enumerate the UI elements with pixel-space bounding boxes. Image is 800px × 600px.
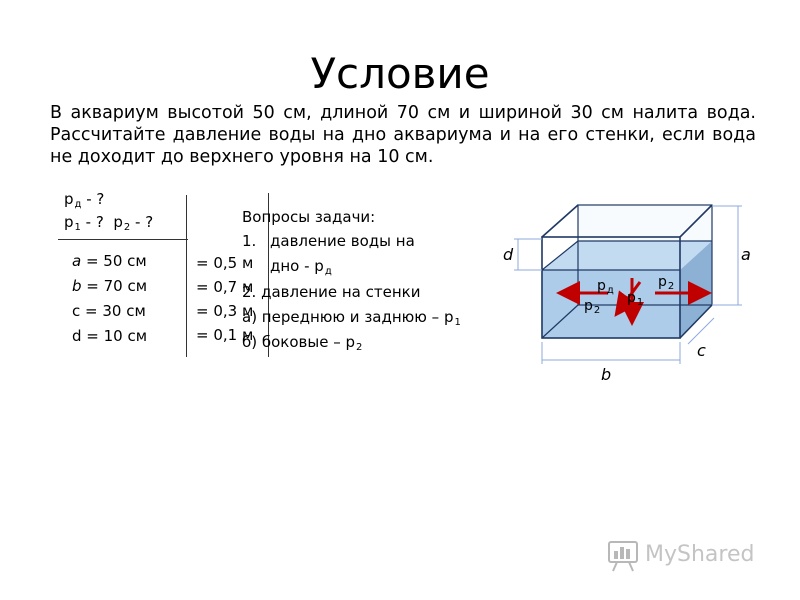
question-1-line-a: давление воды на [270,232,415,250]
label-d: d [503,245,514,264]
question-1-num: 1. [242,232,257,250]
given-c-value: = 30 см [80,302,146,320]
watermark [605,536,765,576]
problem-text: В аквариум высотой 50 см, длиной 70 см и шириной 30 см налита вода. Рассчитайте давление воды на дно аквариума и на его стенки, если вода не доходит до верхнего уровня на 10 см. [50,103,756,167]
slide-title: Условие [310,49,490,98]
label-p1-sub: 1 [636,297,644,308]
question-1-b-text: дно - р [270,257,324,275]
find-p1-letter: p [64,213,74,231]
label-p1 [627,289,643,312]
si-a: = 0,5 м [196,254,254,272]
glass-back-upper [578,205,712,241]
find-p1-sub: 1 [74,222,81,233]
label-p2-left [584,297,600,320]
given-a-var: a [72,252,82,270]
presentation-icon [605,538,645,574]
find-p2-sub: 2 [123,222,131,233]
watermark-text: MyShared [645,542,755,567]
si-d: = 0,1 м [196,326,254,344]
given-c-var: c [72,302,81,320]
find-mid: - ? p [80,213,123,231]
label-p2r-sub: 2 [667,281,675,292]
question-1-b-sub: д [324,266,332,277]
label-p1-letter: р [627,290,636,306]
find-pd-rest: - ? [81,190,105,208]
given-b-value: = 70 см [81,277,148,295]
label-c: c [697,341,706,360]
question-2a-sub: 1 [454,317,461,328]
find-pd-letter: p [64,190,74,208]
question-2b-sub: 2 [356,342,363,353]
find-pd-sub: д [74,199,82,210]
questions-heading: Вопросы задачи: [242,208,376,226]
label-p2l-letter: р [584,298,593,314]
question-2a-text: а) переднюю и заднюю – р [242,308,454,326]
question-2: 2. давление на стенки [242,283,421,301]
label-p2-right [658,273,674,296]
si-c: = 0,3 м [196,302,254,320]
label-p2l-sub: 2 [593,305,601,316]
label-p2r-letter: р [658,274,667,290]
given-d-value: = 10 см [81,327,148,345]
given-a-value: = 50 см [81,252,147,270]
si-b: = 0,7 м [196,278,254,296]
given-d-var: d [72,327,82,345]
label-pd-sub: д [606,285,614,296]
label-a: a [741,245,751,264]
find-p2-rest: - ? [130,213,154,231]
label-pd-letter: р [597,278,606,294]
given-b-var: b [72,277,82,295]
question-2b-text: б) боковые – р [242,333,356,351]
label-b: b [601,365,612,384]
